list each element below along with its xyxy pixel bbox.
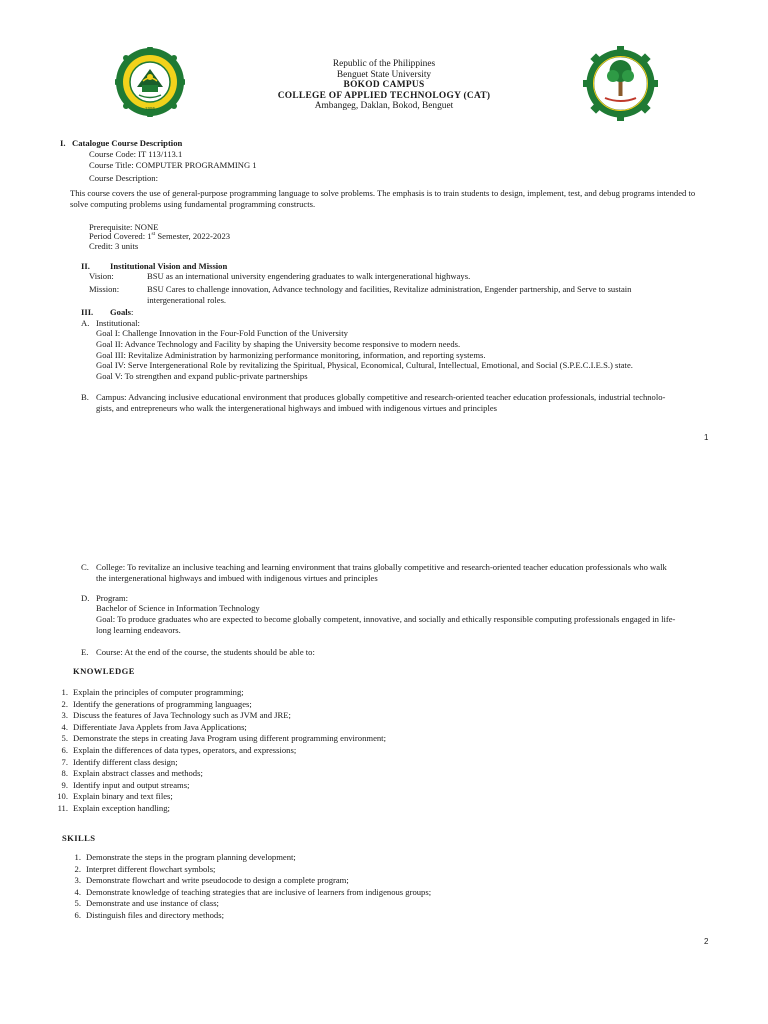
program-goal-line-2: long learning endeavors. xyxy=(96,625,181,635)
goal-d-title: Program: xyxy=(96,593,128,603)
mission-label: Mission: xyxy=(89,284,120,294)
goal-item: Goal I: Challenge Innovation in the Four-Fold Function of the University xyxy=(96,328,348,338)
header-address: Ambangeg, Daklan, Bokod, Benguet xyxy=(314,101,454,112)
goal-b-label: B. xyxy=(81,392,89,402)
course-description-text: This course covers the use of general-purpose programming language to solve problems. The emphasis is to train students to design, implement, test, and debug programs intended to solve computing problems using fundamental programming constructs. xyxy=(70,188,696,210)
list-item: 5. Demonstrate the steps in creating Java Program using different programming environment; xyxy=(61,733,386,744)
knowledge-heading: KNOWLEDGE xyxy=(73,666,135,676)
goal-c-label: C. xyxy=(81,562,89,572)
section-3-title-wrap xyxy=(110,307,133,318)
goal-a-title: Institutional: xyxy=(96,318,140,328)
list-item: 1. Explain the principles of computer programming; xyxy=(61,687,244,697)
goal-b-line-2: gists, and entrepreneurs who walk the intergenerational highways and imbued with indigenous virtues and principles xyxy=(96,403,498,413)
mission-text-2: intergenerational roles. xyxy=(147,295,227,305)
list-item: 5. Demonstrate and use instance of class; xyxy=(74,898,219,909)
goal-a-label: A. xyxy=(81,318,90,328)
list-item: 7. Identify different class design; xyxy=(61,756,178,767)
list-item: 2. Identify the generations of programming languages; xyxy=(61,698,252,709)
list-item: 11. Explain exception handling; xyxy=(57,802,170,813)
list-item: 6. Distinguish files and directory methods; xyxy=(74,909,224,920)
course-description-label: Course Description: xyxy=(89,173,158,183)
knowledge-list xyxy=(51,687,386,815)
header-university: Benguet State University xyxy=(336,69,432,80)
section-3-colon: : xyxy=(131,307,134,317)
list-item: 8. Explain abstract classes and methods; xyxy=(61,768,203,779)
program-goal-line-1: Goal: To produce graduates who are expected to become globally competent, innovative, and socially and ethically responsible computing professionals engaged in life- xyxy=(96,614,676,624)
goal-e-text: Course: At the end of the course, the students should be able to: xyxy=(96,647,315,657)
goal-b-line-1: Campus: Advancing inclusive educational environment that produces globally competitive and research-oriented teacher education professionals, industrial technolo- xyxy=(96,392,666,402)
list-item: 2. Interpret different flowchart symbols; xyxy=(74,863,216,874)
section-2-numeral: II. xyxy=(81,261,90,271)
vision-text: BSU as an international university engendering graduates to walk intergenerational highways. xyxy=(147,271,471,281)
section-3-numeral: III. xyxy=(81,307,94,317)
goal-e-label: E. xyxy=(81,647,89,657)
document-header xyxy=(0,59,768,112)
prerequisite: Prerequisite: NONE xyxy=(89,222,159,232)
goal-c-line-2: the intergenerational highways and imbued with indigenous virtues and principles xyxy=(96,573,378,583)
goal-item: Goal II: Advance Technology and Facility by shaping the University become responsive to modern needs. xyxy=(96,339,461,349)
list-item: 10. Explain binary and text files; xyxy=(57,791,173,802)
skills-heading: SKILLS xyxy=(62,833,96,843)
list-item: 6. Explain the differences of data types, operators, and expressions; xyxy=(61,744,297,755)
goal-d-label: D. xyxy=(81,593,90,603)
list-item: 4. Differentiate Java Applets from Java Applications; xyxy=(61,721,247,732)
list-item: 3. Discuss the features of Java Technology such as JVM and JRE; xyxy=(61,710,291,721)
header-republic: Republic of the Philippines xyxy=(332,59,436,69)
goal-item: Goal III: Revitalize Administration by harmonizing performance monitoring, information, and reporting systems. xyxy=(96,350,486,360)
list-item: 1. Demonstrate the steps in the program planning development; xyxy=(74,852,296,862)
section-2-title: Institutional Vision and Mission xyxy=(110,261,228,271)
section-3-title: Goals xyxy=(110,307,132,317)
mission-text-1: BSU Cares to challenge innovation, Advance technology and facilities, Revitalize administration, Engender partnership, and Serve to sustain xyxy=(147,284,632,294)
period-sup: st xyxy=(151,231,156,238)
header-campus: BOKOD CAMPUS xyxy=(343,80,425,91)
program-name: Bachelor of Science in Information Technology xyxy=(96,603,260,613)
goal-item: Goal V: To strengthen and expand public-private partnerships xyxy=(96,371,308,381)
section-1-title: Catalogue Course Description xyxy=(72,138,183,148)
goal-item: Goal IV: Serve Intergenerational Role by revitalizing the Spiritual, Physical, Economical, Cultural, Intellectual, Emotional, and Social (S.P.E.C.I.E.S.) state. xyxy=(96,360,633,370)
credit-units: Credit: 3 units xyxy=(89,241,139,251)
list-item: 9. Identify input and output streams; xyxy=(61,779,190,790)
section-1-numeral: I. xyxy=(60,138,66,148)
page-number: 2 xyxy=(704,937,709,946)
seal-year: 1986 xyxy=(144,106,156,111)
list-item: 4. Demonstrate knowledge of teaching strategies that are inclusive of learners from indigenous groups; xyxy=(74,886,432,897)
page-number: 1 xyxy=(704,433,709,442)
goal-c-line-1: College: To revitalize an inclusive teaching and learning environment that trains globally competitive and research-oriented teacher education professionals who walk xyxy=(96,562,667,572)
vision-label: Vision: xyxy=(89,271,114,281)
list-item: 3. Demonstrate flowchart and write pseudocode to design a complete program; xyxy=(74,875,349,886)
period-covered-label: Period Covered: 1 xyxy=(89,231,152,241)
course-code: Course Code: IT 113/113.1 xyxy=(89,149,183,159)
skills-list xyxy=(64,852,431,922)
header-college: COLLEGE OF APPLIED TECHNOLOGY (CAT) xyxy=(277,90,491,101)
course-title: Course Title: COMPUTER PROGRAMMING 1 xyxy=(89,160,257,170)
period-covered-rest: Semester, 2022-2023 xyxy=(155,231,231,241)
